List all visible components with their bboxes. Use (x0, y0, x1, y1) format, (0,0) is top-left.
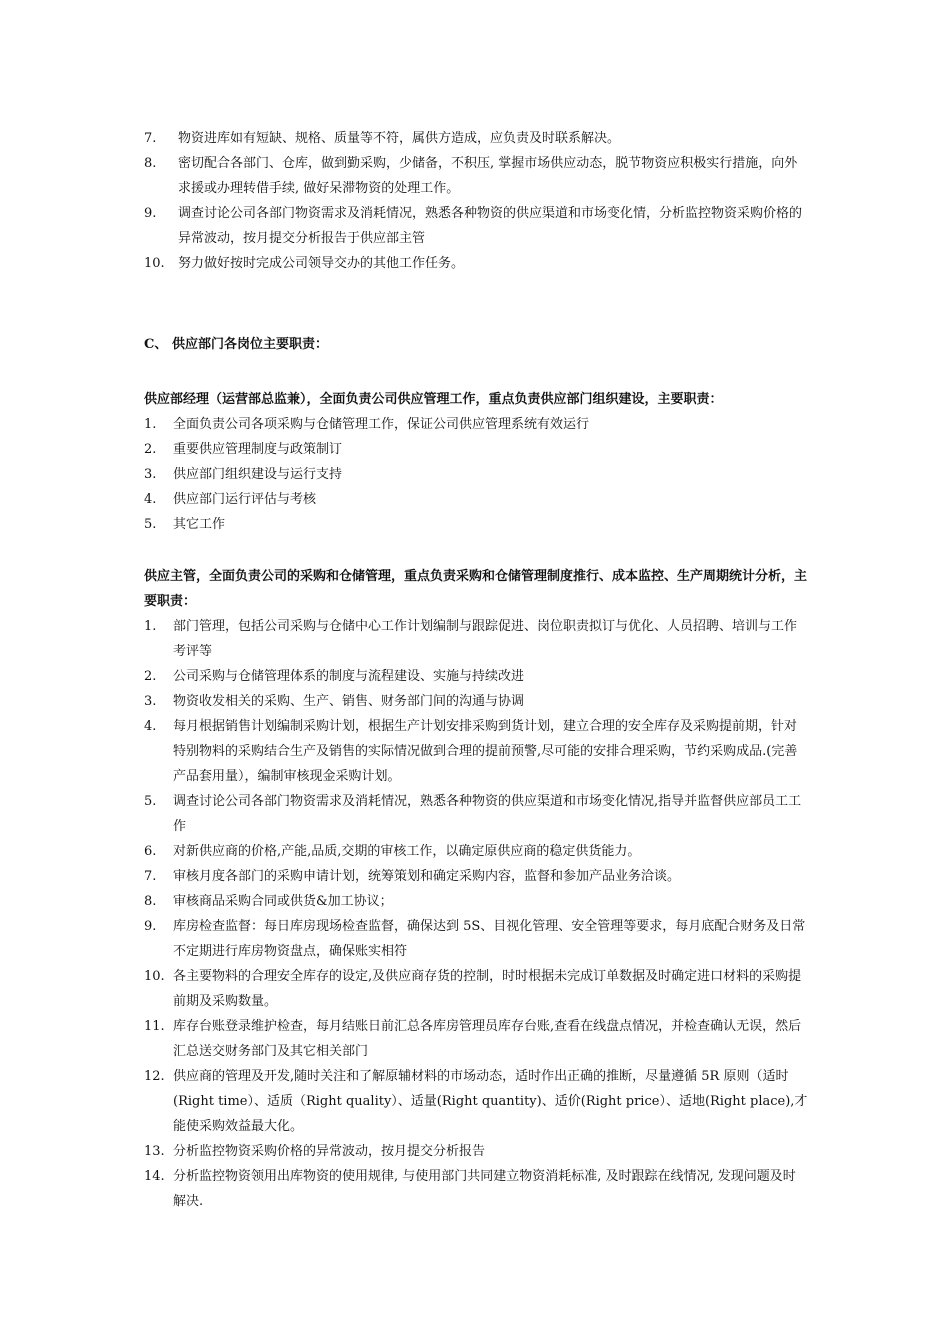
list-item: 4. 每月根据销售计划编制采购计划，根据生产计划安排采购到货计划，建立合理的安全库存及采购提前期，针对特别物料的采购结合生产及销售的实际情况做到合理的提前预警,尽可能的安排合理采购，节约采购成品.(完善产品套用量），编制审核现金采购计划。 (144, 719, 798, 784)
supervisor-heading: 供应主管，全面负责公司的采购和仓储管理，重点负责采购和仓储管理制度推行、成本监控、生产周期统计分析，主要职责： (144, 569, 808, 609)
list-item: 1. 部门管理，包括公司采购与仓储中心工作计划编制与跟踪促进、岗位职责拟订与优化、人员招聘、培训与工作考评等 (144, 619, 798, 659)
list-item: 13. 分析监控物资采购价格的异常波动，按月提交分析报告 (144, 1144, 486, 1159)
list-item: 7. 物资进库如有短缺、规格、质量等不符，属供方造成，应负责及时联系解决。 (144, 131, 621, 146)
manager-heading: 供应部经理（运营部总监兼），全面负责公司供应管理工作，重点负责供应部门组织建设，主要职责： (144, 392, 723, 407)
section-c-heading: C、 供应部门各岗位主要职责： (144, 337, 329, 352)
list-item: 8. 密切配合各部门、仓库，做到勤采购，少储备，不积压, 掌握市场供应动态，脱节物资应积极实行措施，向外求援或办理转借手续, 做好呆滞物资的处理工作。 (144, 156, 798, 196)
document-content (144, 126, 808, 1214)
list-item: 4. 供应部门运行评估与考核 (144, 492, 317, 507)
list-item: 5. 其它工作 (144, 517, 226, 532)
supervisor-duties-list (144, 614, 808, 1214)
list-item: 10. 努力做好按时完成公司领导交办的其他工作任务。 (144, 256, 465, 271)
list-item: 2. 重要供应管理制度与政策制订 (144, 442, 343, 457)
list-item: 9. 调查讨论公司各部门物资需求及消耗情况，熟悉各种物资的供应渠道和市场变化情，分析监控物资采购价格的异常波动，按月提交分析报告于供应部主管 (144, 206, 803, 246)
list-item: 9. 库房检查监督：每日库房现场检查监督，确保达到 5S、目视化管理、安全管理等要求，每月底配合财务及日常不定期进行库房物资盘点，确保账实相符 (144, 919, 806, 959)
list-item: 5. 调查讨论公司各部门物资需求及消耗情况，熟悉各种物资的供应渠道和市场变化情况,指导并监督供应部员工工作 (144, 794, 802, 834)
list-item: 6. 对新供应商的价格,产能,品质,交期的审核工作，以确定原供应商的稳定供货能力。 (144, 844, 641, 859)
list-item: 11. 库存台账登录维护检查，每月结账日前汇总各库房管理员库存台账,查看在线盘点情况，并检查确认无误，然后汇总送交财务部门及其它相关部门 (144, 1019, 802, 1059)
duties-list-continued (144, 126, 808, 276)
list-item: 3. 供应部门组织建设与运行支持 (144, 467, 343, 482)
list-item: 1. 全面负责公司各项采购与仓储管理工作，保证公司供应管理系统有效运行 (144, 417, 590, 432)
list-item: 8. 审核商品采购合同或供货&加工协议； (144, 894, 393, 909)
list-item: 10. 各主要物料的合理安全库存的设定,及供应商存货的控制，时时根据未完成订单数据及时确定进口材料的采购提前期及采购数量。 (144, 969, 802, 1009)
list-item: 12. 供应商的管理及开发,随时关注和了解原辅材料的市场动态，适时作出正确的推断，尽量遵循 5R 原则（适时(Right time）、适质（Right quality）、适量(Right quantity)、适价(Right price）、适地(Right place),才能使采购效益最大化。 (144, 1069, 808, 1134)
list-item: 14. 分析监控物资领用出库物资的使用规律, 与使用部门共同建立物资消耗标准, 及时跟踪在线情况, 发现问题及时解决. (144, 1169, 796, 1209)
list-item: 2. 公司采购与仓储管理体系的制度与流程建设、实施与持续改进 (144, 669, 525, 684)
list-item: 7. 审核月度各部门的采购申请计划，统筹策划和确定采购内容，监督和参加产品业务洽谈。 (144, 869, 681, 884)
manager-duties-list (144, 412, 808, 537)
list-item: 3. 物资收发相关的采购、生产、销售、财务部门间的沟通与协调 (144, 694, 525, 709)
